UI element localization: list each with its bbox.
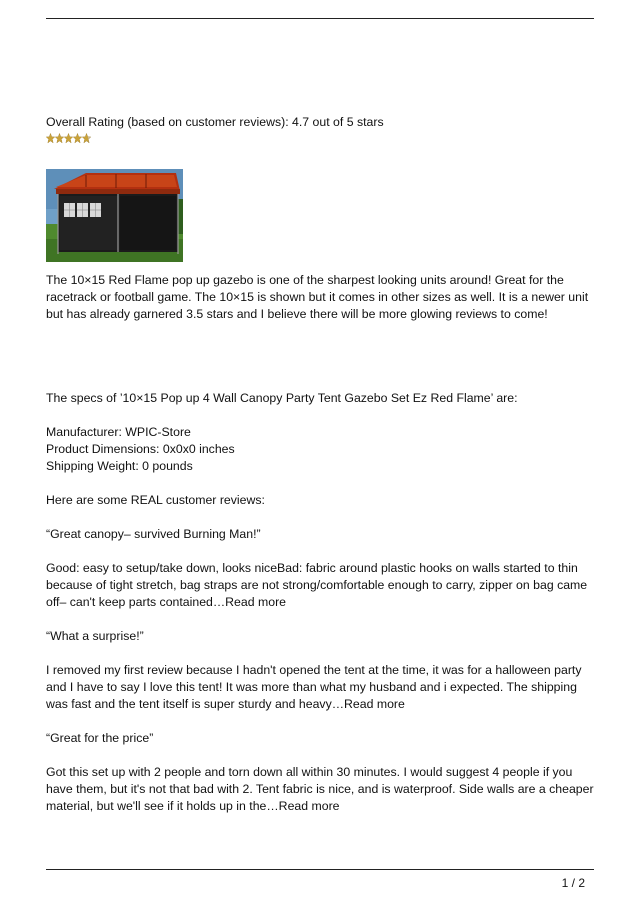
review-body: Got this set up with 2 people and torn down all within 30 minutes. I would suggest 4 people if you have them, but it's not that bad with 2. Tent fabric is nice, and is waterproof. Side walls are a cheaper material, but we'll see if it holds up in the…Read more	[46, 765, 594, 813]
document-body	[46, 114, 594, 815]
review-body: I removed my first review because I hadn't opened the tent at the time, it was for a halloween party and I have to say I love this tent! It was more than what my husband and i expected. The shipping was fast and the tent itself is super sturdy and heavy…Read more	[46, 663, 582, 711]
product-photo	[46, 169, 183, 262]
intro-paragraph: The 10×15 Red Flame pop up gazebo is one of the sharpest looking units around! Great for the racetrack or football game. The 10×15 is shown but it comes in other sizes as well. It is a newer unit but has already garnered 3.5 stars and I believe there will be more glowing reviews to come!	[46, 273, 589, 321]
footer-rule	[46, 869, 594, 870]
star-partial-icon	[82, 133, 91, 144]
specs-heading: The specs of ’10×15 Pop up 4 Wall Canopy Party Tent Gazebo Set Ez Red Flame’ are:	[46, 391, 518, 405]
review-body: Good: easy to setup/take down, looks niceBad: fabric around plastic hooks on walls started to thin because of tight stretch, bag straps are not strong/comfortable enough to carry, zipper on bag came off– can't keep parts contained…Read more	[46, 561, 588, 609]
review-title: “Great canopy– survived Burning Man!”	[46, 527, 261, 541]
review-title: “Great for the price”	[46, 731, 154, 745]
star-full-icon	[64, 133, 73, 144]
review-title: “What a surprise!”	[46, 629, 144, 643]
star-full-icon	[55, 133, 64, 144]
star-full-icon	[46, 133, 55, 144]
star-rating	[46, 132, 594, 144]
overall-rating-text: Overall Rating (based on customer reviews): 4.7 out of 5 stars	[46, 115, 384, 129]
spec-manufacturer: Manufacturer: WPIC-Store	[46, 425, 191, 439]
spec-shipping-weight: Shipping Weight: 0 pounds	[46, 459, 193, 473]
spec-dimensions: Product Dimensions: 0x0x0 inches	[46, 442, 235, 456]
star-full-icon	[73, 133, 82, 144]
reviews-heading: Here are some REAL customer reviews:	[46, 493, 265, 507]
header-rule	[46, 18, 594, 19]
page-number: 1 / 2	[561, 876, 585, 890]
